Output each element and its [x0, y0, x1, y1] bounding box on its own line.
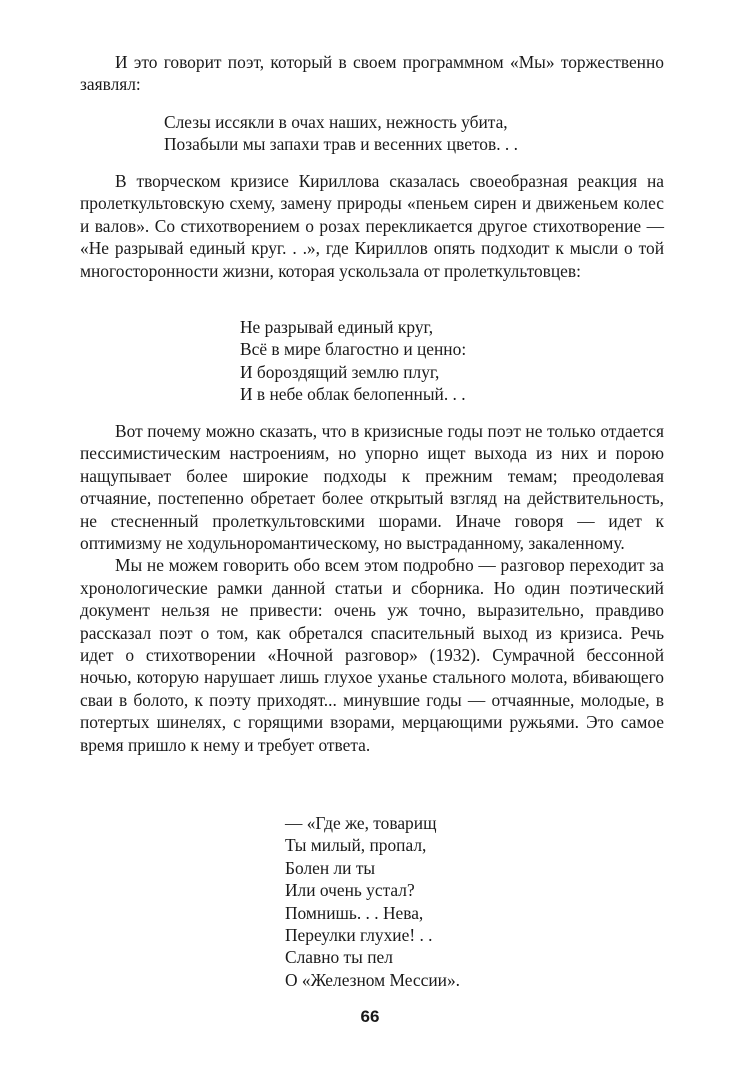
verse-line: И в небе облак белопенный. . .	[240, 384, 466, 405]
paragraph: В творческом кризисе Кириллова сказалась своеобразная реакция на пролеткультовскую схему, замену природы «пеньем сирен и движеньем колес и валов». Со стихотворением о розах перекликается другое стихотворение — «Не разрывай единый круг. . .», где Кириллов опять подходит к мысли о той многосторонности жизни, которая ускользала от пролеткультовцев:	[80, 171, 664, 281]
paragraph: И это говорит поэт, который в своем программном «Мы» торжественно заявлял:	[80, 52, 664, 95]
verse-tears	[164, 111, 518, 156]
verse-line: Или очень устал?	[285, 880, 415, 901]
verse-line: Не разрывай единый круг,	[240, 317, 434, 337]
paragraph: Вот почему можно сказать, что в кризисные годы поэт не только отдается пессимистическим настроениям, но упорно ищет выхода из них и порою нащупывает более широкие подходы к прежним темам; преодолевая отчаяние, постепенно обретает более открытый взгляд на действительность, не стесненный пролеткультовскими шорами. Иначе говоря — идет к оптимизму не ходульноромантическому, но выстраданному, закаленному.	[80, 421, 664, 554]
verse-line: Помнишь. . . Нева,	[285, 902, 424, 923]
verse-line: Слезы иссякли в очах наших, нежность убита,	[164, 112, 508, 132]
verse-line: Позабыли мы запахи трав и весенних цветов. . .	[164, 134, 518, 155]
verse-line: О «Железном Мессии».	[285, 969, 461, 990]
paragraph-why	[80, 420, 664, 756]
paragraph-intro	[80, 51, 664, 96]
paragraph-crisis	[80, 170, 664, 282]
verse-line: — «Где же, товарищ	[285, 813, 437, 833]
verse-line: Переулки глухие! . .	[285, 925, 433, 946]
verse-circle	[240, 316, 466, 406]
page-number: 66	[360, 1007, 380, 1026]
verse-line: Ты милый, пропал,	[285, 835, 427, 856]
verse-comrade	[285, 812, 460, 991]
verse-line: И бороздящий землю плуг,	[240, 361, 440, 382]
verse-line: Болен ли ты	[285, 857, 376, 878]
verse-line: Всё в мире благостно и ценно:	[240, 339, 467, 360]
verse-line: Славно ты пел	[285, 947, 393, 968]
paragraph: Мы не можем говорить обо всем этом подробно — разговор переходит за хронологические рамки данной статьи и сборника. Но один поэтический документ нельзя не привести: очень уж точно, выразительно, правдиво рассказал поэт о том, как обретался спасительный выход из кризиса. Речь идет о стихотворении «Ночной разговор» (1932). Сумрачной бессонной ночью, которую нарушает лишь глухое уханье стального молота, вбивающего сваи в болото, к поэту приходят... минувшие годы — отчаянные, молодые, в потертых шинелях, с горящими взорами, мерцающими ружьями. Это самое время пришло к нему и требует ответа.	[80, 555, 664, 755]
